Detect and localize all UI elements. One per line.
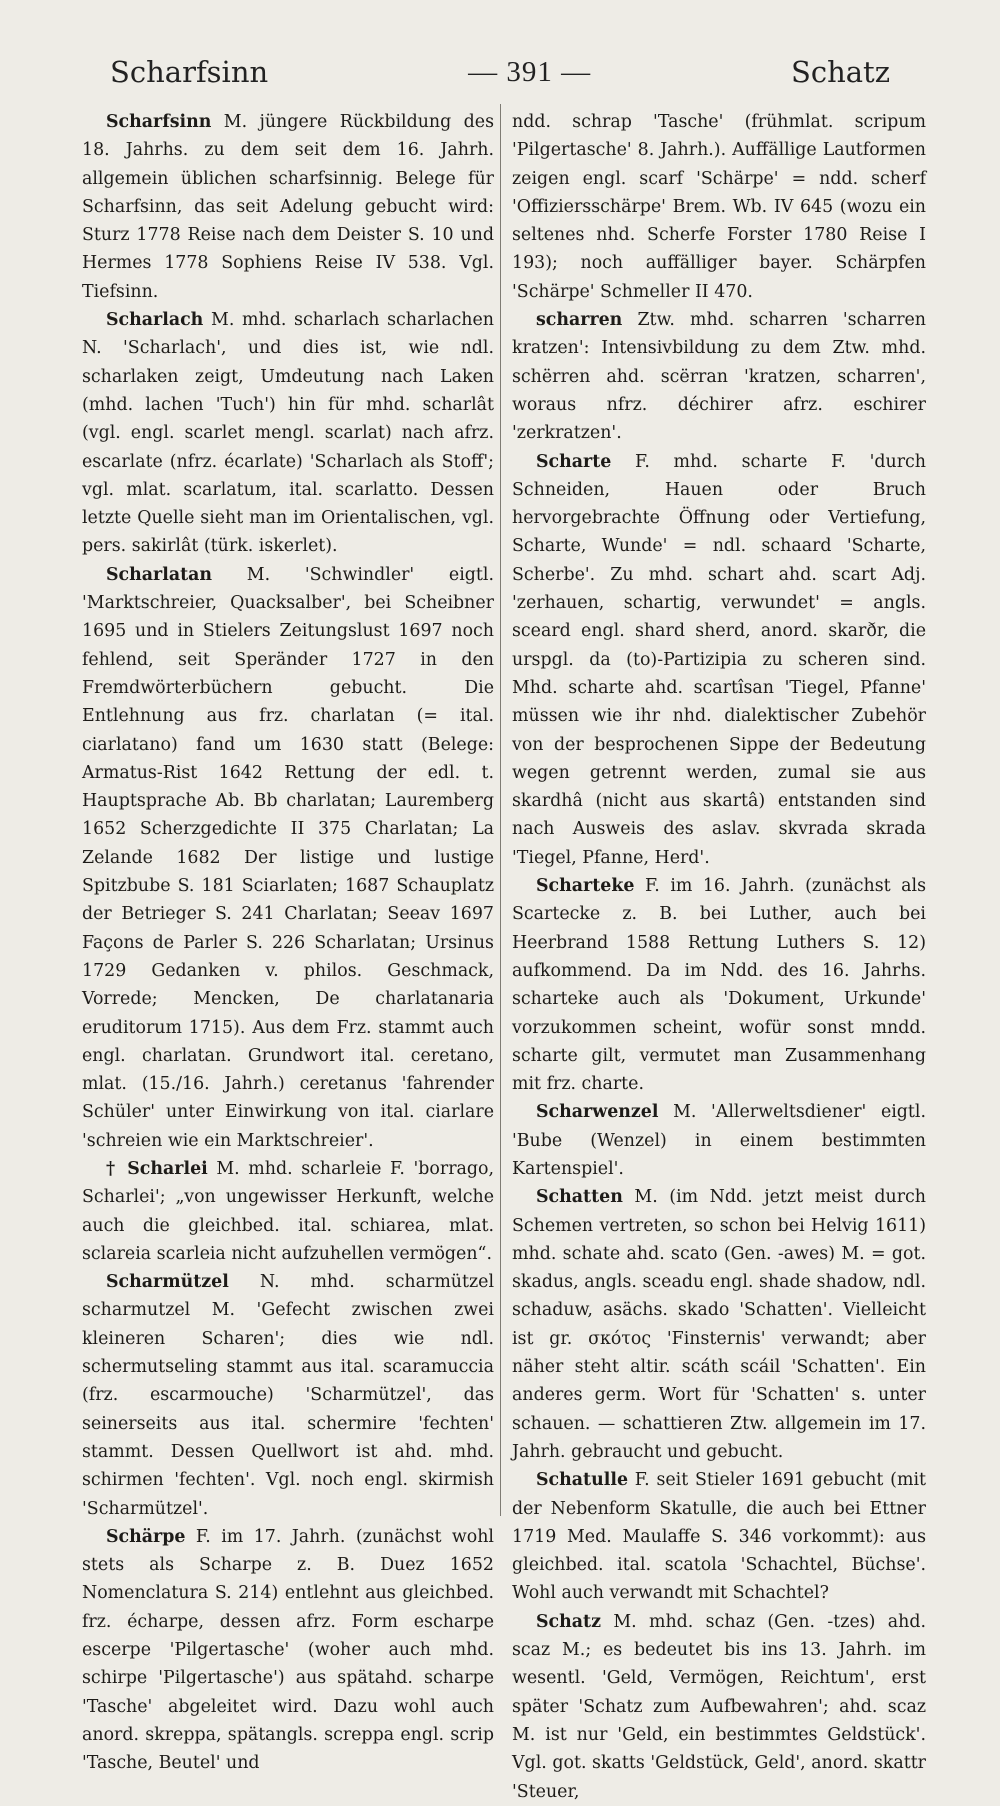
entry-scharren: [512, 306, 926, 447]
entry-scharwenzel: [512, 1098, 926, 1183]
headword: Scharte: [536, 451, 612, 472]
entry-schatz: [512, 1608, 926, 1806]
column-divider: [500, 104, 501, 1516]
entry-text: M. mhd. scharleie F. 'borrago, Scharlei'; „von ungewisser Herkunft, welche auch die gleichbed. ital. schiarea, mlat. sclareia scarleia nicht aufzuhellen vermögen“.: [82, 1158, 495, 1264]
entry-text: F. im 17. Jahrh. (zunächst wohl stets als Scharpe z. B. Duez 1652 Nomenclatura S. 214) entlehnt aus gleichbed. frz. écharpe, dessen afrz. Form escharpe escerpe 'Pilgertasche' (woher auch mhd. schirpe 'Pilgertasche') aus spätahd. scharpe 'Tasche' abgeleitet wird. Dazu wohl auch anord. skreppa, spätangls. screppa engl. scrip 'Tasche, Beutel' und: [82, 1526, 494, 1774]
headword: † Scharlei: [106, 1158, 208, 1179]
headword: Schatten: [536, 1187, 623, 1208]
entry-schaerpe: [82, 1523, 494, 1778]
entry-scharte: [512, 448, 926, 872]
entry-scharmuetzel: [82, 1268, 494, 1523]
running-header: [110, 50, 890, 94]
entry-scharlatan: [82, 561, 494, 1155]
headword: Scharwenzel: [536, 1102, 659, 1123]
entry-text: F. im 16. Jahrh. (zunächst als Scartecke z. B. bei Luther, auch bei Heerbrand 1588 Rettung Luthers S. 12) aufkommend. Da im Ndd. des 16. Jahrhs. scharteke auch als 'Dokument, Urkunde' vorzukommen scheint, wofür sonst mndd. scharte gilt, vermutet man Zusammenhang mit frz. charte.: [512, 876, 926, 1095]
headword: Schatz: [536, 1611, 601, 1632]
entry-text: Ztw. mhd. scharren 'scharren kratzen': Intensivbildung zu dem Ztw. mhd. schërren ahd. scërran 'kratzen, scharren', woraus nfrz. déchirer afrz. eschirer 'zerkratzen'.: [512, 310, 926, 444]
entry-schatulle: [512, 1466, 926, 1607]
headword: Scharmützel: [106, 1272, 229, 1293]
entry-text: N. mhd. scharmützel scharmutzel M. 'Gefecht zwischen zwei kleineren Scharen'; dies wie ndl. schermutseling stammt aus ital. scaramuccia (frz. escarmouche) 'Scharmützel', das seinerseits aus ital. schermire 'fechten' stammt. Dessen Quellwort ist ahd. mhd. schirmen 'fechten'. Vgl. noch engl. skirmish 'Scharmützel'.: [82, 1272, 495, 1519]
headword: Schärpe: [106, 1526, 186, 1547]
entry-text: F. mhd. scharte F. 'durch Schneiden, Hauen oder Bruch hervorgebrachte Öffnung oder Vertiefung, Scharte, Wunde' = ndl. schaard 'Scharte, Scherbe'. Zu mhd. schart ahd. scart Adj. 'zerhauen, schartig, verwundet' = angls. sceard engl. shard sherd, anord. skarðr, die urspgl. da (to)-Partizipia zu scheren sind. Mhd. scharte ahd. scartîsan 'Tiegel, Pfanne' müssen wie ihr nhd. dialektischer Zubehör von der besprochenen Sippe der Bedeutung wegen getrennt werden, zumal sie aus skardhâ (nicht aus skartâ) entstanden sind nach Ausweis des aslav. skvrada skrada 'Tiegel, Pfanne, Herd'.: [512, 451, 926, 868]
entry-scharlach: [82, 306, 494, 561]
entry-continuation: [512, 108, 926, 306]
entry-text: M. 'Schwindler' eigtl. 'Marktschreier, Quacksalber', bei Scheibner 1695 und in Stielers Zeitungslust 1697 noch fehlend, seit Speränder 1727 in den Fremdwörterbüchern gebucht. Die Entlehnung aus frz. charlatan (= ital. ciarlatano) fand um 1630 statt (Belege: Armatus-Rist 1642 Rettung der edl. t. Hauptsprache Ab. Bb charlatan; Lauremberg 1652 Scherzgedichte II 375 Charlatan; La Zelande 1682 Der listige und lustige Spitzbube S. 181 Sciarlaten; 1687 Schauplatz der Betrieger S. 241 Charlatan; Seeav 1697 Façons de Parler S. 226 Scharlatan; Ursinus 1729 Gedanken v. philos. Geschmack, Vorrede; Mencken, De charlatanaria eruditorum 1715). Aus dem Frz. stammt auch engl. charlatan. Grundwort ital. ceretano, mlat. (15./16. Jahrh.) ceretanus 'fahrender Schüler' unter Einwirkung von ital. ciarlare 'schreien wie ein Marktschreier'.: [82, 564, 494, 1151]
entry-scharfsinn: [82, 108, 494, 306]
headword: Schatulle: [536, 1470, 629, 1491]
entry-text: M. 'Allerweltsdiener' eigtl. 'Bube (Wenzel) in einem bestimmten Kartenspiel'.: [512, 1102, 927, 1179]
headword: scharren: [536, 310, 623, 331]
left-column: [82, 108, 495, 1774]
entry-text: M. jüngere Rückbildung des 18. Jahrhs. zu dem seit dem 16. Jahrh. allgemein üblichen scharfsinnig. Belege für Scharfsinn, das seit Adelung gebucht wird: Sturz 1778 Reise nach dem Deister S. 10 und Hermes 1778 Sophiens Reise IV 538. Vgl. Tiefsinn.: [82, 112, 494, 302]
headword: Scharteke: [536, 876, 635, 897]
header-right-word: Schatz: [790, 55, 890, 89]
entry-scharlei: [82, 1155, 494, 1268]
entry-text: M. mhd. schaz (Gen. -tzes) ahd. scaz M.; es bedeutet bis ins 13. Jahrh. im wesentl. 'Geld, Vermögen, Reichtum', erst später 'Schatz zum Aufbewahren'; ahd. scaz M. ist nur 'Geld, ein bestimmtes Geldstück'. Vgl. got. skatts 'Geldstück, Geld', anord. skattr 'Steuer,: [512, 1611, 926, 1802]
entry-text: M. (im Ndd. jetzt meist durch Schemen vertreten, so schon bei Helvig 1611) mhd. schate ahd. scato (Gen. -awes) M. = got. skadus, angls. sceadu engl. shade shadow, ndl. schaduw, asächs. skado 'Schatten'. Vielleicht ist gr. σκότος 'Finsternis' verwandt; aber näher steht altir. scáth scáil 'Schatten'. Ein anderes germ. Wort für 'Schatten' s. unter schauen. — schattieren Ztw. allgemein im 17. Jahrh. gebraucht und gebucht.: [512, 1187, 926, 1462]
headword: Scharlatan: [106, 564, 213, 585]
headword: Scharfsinn: [106, 112, 212, 132]
entry-scharteke: [512, 872, 926, 1098]
header-left-word: Scharfsinn: [110, 55, 269, 89]
page-number: — 391 —: [468, 55, 592, 88]
headword: Scharlach: [106, 310, 204, 331]
entry-text: ndd. schrap 'Tasche' (frühmlat. scripum 'Pilgertasche' 8. Jahrh.). Auffällige Lautformen zeigen engl. scarf 'Schärpe' = ndd. scherf 'Offiziersschärpe' Brem. Wb. IV 645 (wozu ein seltenes nhd. Scherfe Forster 1780 Reise I 193); noch auffälliger bayer. Schärpfen 'Schärpe' Schmeller II 470.: [512, 112, 926, 302]
entry-schatten: [512, 1183, 926, 1466]
entry-text: M. mhd. scharlach scharlachen N. 'Scharlach', und dies ist, wie ndl. scharlaken zeigt, Umdeutung nach Laken (mhd. lachen 'Tuch') hin für mhd. scharlât (vgl. engl. scarlet mengl. scarlat) nach afrz. escarlate (nfrz. écarlate) 'Scharlach als Stoff'; vgl. mlat. scarlatum, ital. scarlatto. Dessen letzte Quelle sieht man im Orientalischen, vgl. pers. sakirlât (türk. iskerlet).: [82, 310, 494, 557]
entry-text: F. seit Stieler 1691 gebucht (mit der Nebenform Skatulle, die auch bei Ettner 1719 Med. Maulaffe S. 346 vorkommt): aus gleichbed. ital. scatola 'Schachtel, Büchse'. Wohl auch verwandt mit Schachtel?: [512, 1470, 927, 1604]
right-column: [512, 108, 927, 1802]
